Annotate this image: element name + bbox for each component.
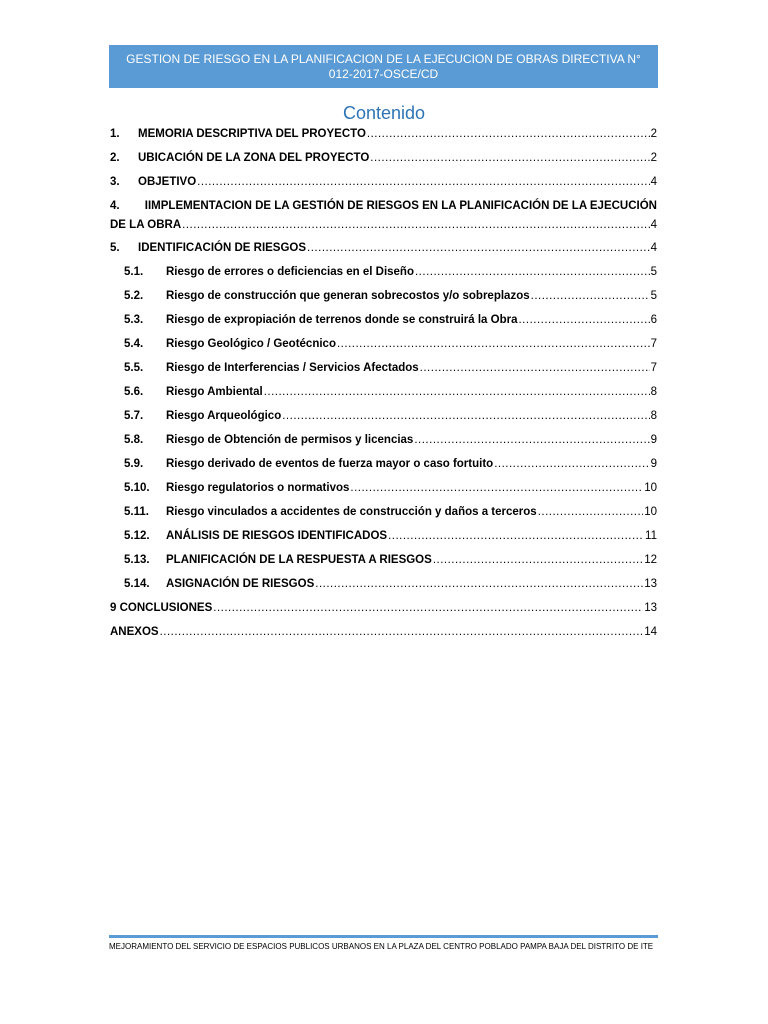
toc-entry-number: 5.5. (124, 362, 144, 374)
toc-entry-page: 9 (650, 458, 657, 470)
toc-entry-page: 7 (650, 338, 657, 350)
toc-dot-leader (264, 384, 650, 400)
toc-dot-leader (420, 360, 650, 376)
toc-entry-page: 10 (644, 506, 657, 518)
toc-entry-5-11[interactable] (110, 502, 657, 526)
toc-entry-5-3[interactable] (110, 310, 657, 334)
toc-entry-title: 9 CONCLUSIONES (110, 602, 213, 614)
toc-entry-4[interactable] (110, 196, 657, 238)
toc-entry-1[interactable] (110, 124, 657, 148)
toc-entry-number: 5.1. (124, 266, 144, 278)
toc-entry-title: Riesgo de expropiación de terrenos donde se construirá la Obra (166, 314, 518, 326)
toc-entry-5-7[interactable] (110, 406, 657, 430)
toc-entry-5[interactable] (110, 238, 657, 262)
toc-entry-page: 5 (650, 266, 657, 278)
toc-entry-title: Riesgo vinculados a accidentes de construcción y daños a terceros (166, 506, 537, 518)
toc-entry-5-1[interactable] (110, 262, 657, 286)
toc-entry-page: 12 (644, 554, 657, 566)
toc-title: Contenido (342, 103, 426, 123)
toc-entry-page: 2 (650, 128, 657, 140)
toc-entry-2[interactable] (110, 148, 657, 172)
toc-dot-leader (337, 336, 650, 352)
toc-entry-number: 5.12. (124, 530, 150, 542)
toc-entry-title: IDENTIFICACIÓN DE RIESGOS (138, 242, 307, 254)
page-header-band (109, 45, 658, 88)
toc-entry-anexos[interactable] (110, 622, 657, 646)
toc-entry-page: 8 (650, 386, 657, 398)
toc-entry-title: ASIGNACIÓN DE RIESGOS (166, 578, 315, 590)
toc-entry-title: Riesgo derivado de eventos de fuerza mayor o caso fortuito (166, 458, 494, 470)
toc-entry-title: Riesgo Arqueológico (166, 410, 282, 422)
toc-entry-5-14[interactable] (110, 574, 657, 598)
toc-entry-title: UBICACIÓN DE LA ZONA DEL PROYECTO (138, 152, 370, 164)
toc-entry-title: Riesgo Ambiental (166, 386, 263, 398)
toc-entry-number: 5.4. (124, 338, 144, 350)
toc-entry-number: 5.9. (124, 458, 144, 470)
toc-entry-title: MEMORIA DESCRIPTIVA DEL PROYECTO (138, 128, 366, 140)
toc-entry-3[interactable] (110, 172, 657, 196)
toc-entry-title-line1: IIMPLEMENTACION DE LA GESTIÓN DE RIESGOS EN LA PLANIFICACIÓN DE LA EJECUCIÓN (144, 200, 657, 212)
header-text: GESTION DE RIESGO EN LA PLANIFICACION DE LA EJECUCION DE OBRAS DIRECTIVA N° 012-2017-OSCE/CD (126, 51, 641, 81)
toc-entry-number: 3. (110, 176, 120, 188)
toc-dot-leader (282, 408, 649, 424)
toc-entry-5-13[interactable] (110, 550, 657, 574)
toc-dot-leader (538, 504, 644, 520)
toc-dot-leader (350, 480, 643, 496)
footer-divider (109, 935, 658, 938)
toc-dot-leader (433, 552, 643, 568)
toc-entry-number: 5. (110, 242, 120, 254)
toc-entry-5-2[interactable] (110, 286, 657, 310)
toc-entry-title: Riesgo Geológico / Geotécnico (166, 338, 336, 350)
toc-entry-title: OBJETIVO (138, 176, 197, 188)
toc-entry-page: 13 (644, 602, 657, 614)
toc-entry-page: 14 (644, 626, 657, 638)
toc-entry-5-5[interactable] (110, 358, 657, 382)
toc-dot-leader (307, 240, 650, 256)
toc-dot-leader (315, 576, 643, 592)
toc-entry-number: 5.6. (124, 386, 144, 398)
toc-entry-number: 4. (110, 200, 120, 212)
toc-entry-title: ANEXOS (110, 626, 159, 638)
toc-dot-leader (518, 312, 649, 328)
toc-dot-leader (367, 126, 650, 142)
toc-dot-leader (414, 432, 649, 448)
toc-entry-number: 5.14. (124, 578, 150, 590)
toc-entry-title: ANÁLISIS DE RIESGOS IDENTIFICADOS (166, 530, 388, 542)
toc-entry-page: 13 (644, 578, 657, 590)
toc-entry-conclusiones[interactable] (110, 598, 657, 622)
toc-entry-title: Riesgo de Obtención de permisos y licencias (166, 434, 414, 446)
toc-dot-leader (197, 174, 649, 190)
toc-entry-title: Riesgo de Interferencias / Servicios Afectados (166, 362, 419, 374)
toc-dot-leader (388, 528, 644, 544)
toc-entry-number: 2. (110, 152, 120, 164)
toc-dot-leader (494, 456, 649, 472)
toc-entry-number: 5.13. (124, 554, 150, 566)
toc-dot-leader (370, 150, 649, 166)
toc-entry-number: 5.11. (124, 506, 149, 518)
toc-entry-page: 4 (650, 176, 657, 188)
toc-entry-number: 5.10. (124, 482, 150, 494)
table-of-contents (110, 124, 657, 646)
page-footer-text: MEJORAMIENTO DEL SERVICIO DE ESPACIOS PUBLICOS URBANOS EN LA PLAZA DEL CENTRO POBLADO PAMPA BAJA DEL DISTRITO DE ITE (109, 942, 654, 951)
toc-entry-title: Riesgo de construcción que generan sobrecostos y/o sobreplazos (166, 290, 530, 302)
toc-dot-leader (213, 600, 643, 616)
toc-dot-leader (531, 288, 650, 304)
toc-dot-leader (160, 624, 644, 640)
toc-entry-page: 6 (650, 314, 657, 326)
toc-entry-number: 5.2. (124, 290, 144, 302)
toc-entry-page: 5 (650, 290, 657, 302)
toc-entry-page: 8 (650, 410, 657, 422)
toc-entry-5-10[interactable] (110, 478, 657, 502)
toc-entry-5-6[interactable] (110, 382, 657, 406)
toc-entry-title: Riesgo regulatorios o normativos (166, 482, 350, 494)
toc-entry-number: 1. (110, 128, 120, 140)
toc-entry-page: 10 (644, 482, 657, 494)
toc-entry-page: 9 (650, 434, 657, 446)
toc-entry-title-line2: DE LA OBRA (110, 219, 182, 231)
toc-dot-leader (415, 264, 650, 280)
toc-entry-page: 4 (650, 242, 657, 254)
toc-dot-leader (182, 216, 649, 235)
toc-entry-5-4[interactable] (110, 334, 657, 358)
toc-entry-5-8[interactable] (110, 430, 657, 454)
toc-entry-page: 2 (650, 152, 657, 164)
toc-entry-page: 7 (650, 362, 657, 374)
toc-entry-5-9[interactable] (110, 454, 657, 478)
toc-entry-page: 11 (645, 530, 657, 542)
toc-entry-title: Riesgo de errores o deficiencias en el Diseño (166, 266, 414, 278)
toc-entry-5-12[interactable] (110, 526, 657, 550)
toc-entry-page: 4 (650, 219, 657, 231)
toc-entry-title: PLANIFICACIÓN DE LA RESPUESTA A RIESGOS (166, 554, 432, 566)
toc-entry-number: 5.7. (124, 410, 144, 422)
toc-entry-number: 5.3. (124, 314, 144, 326)
toc-entry-number: 5.8. (124, 434, 144, 446)
